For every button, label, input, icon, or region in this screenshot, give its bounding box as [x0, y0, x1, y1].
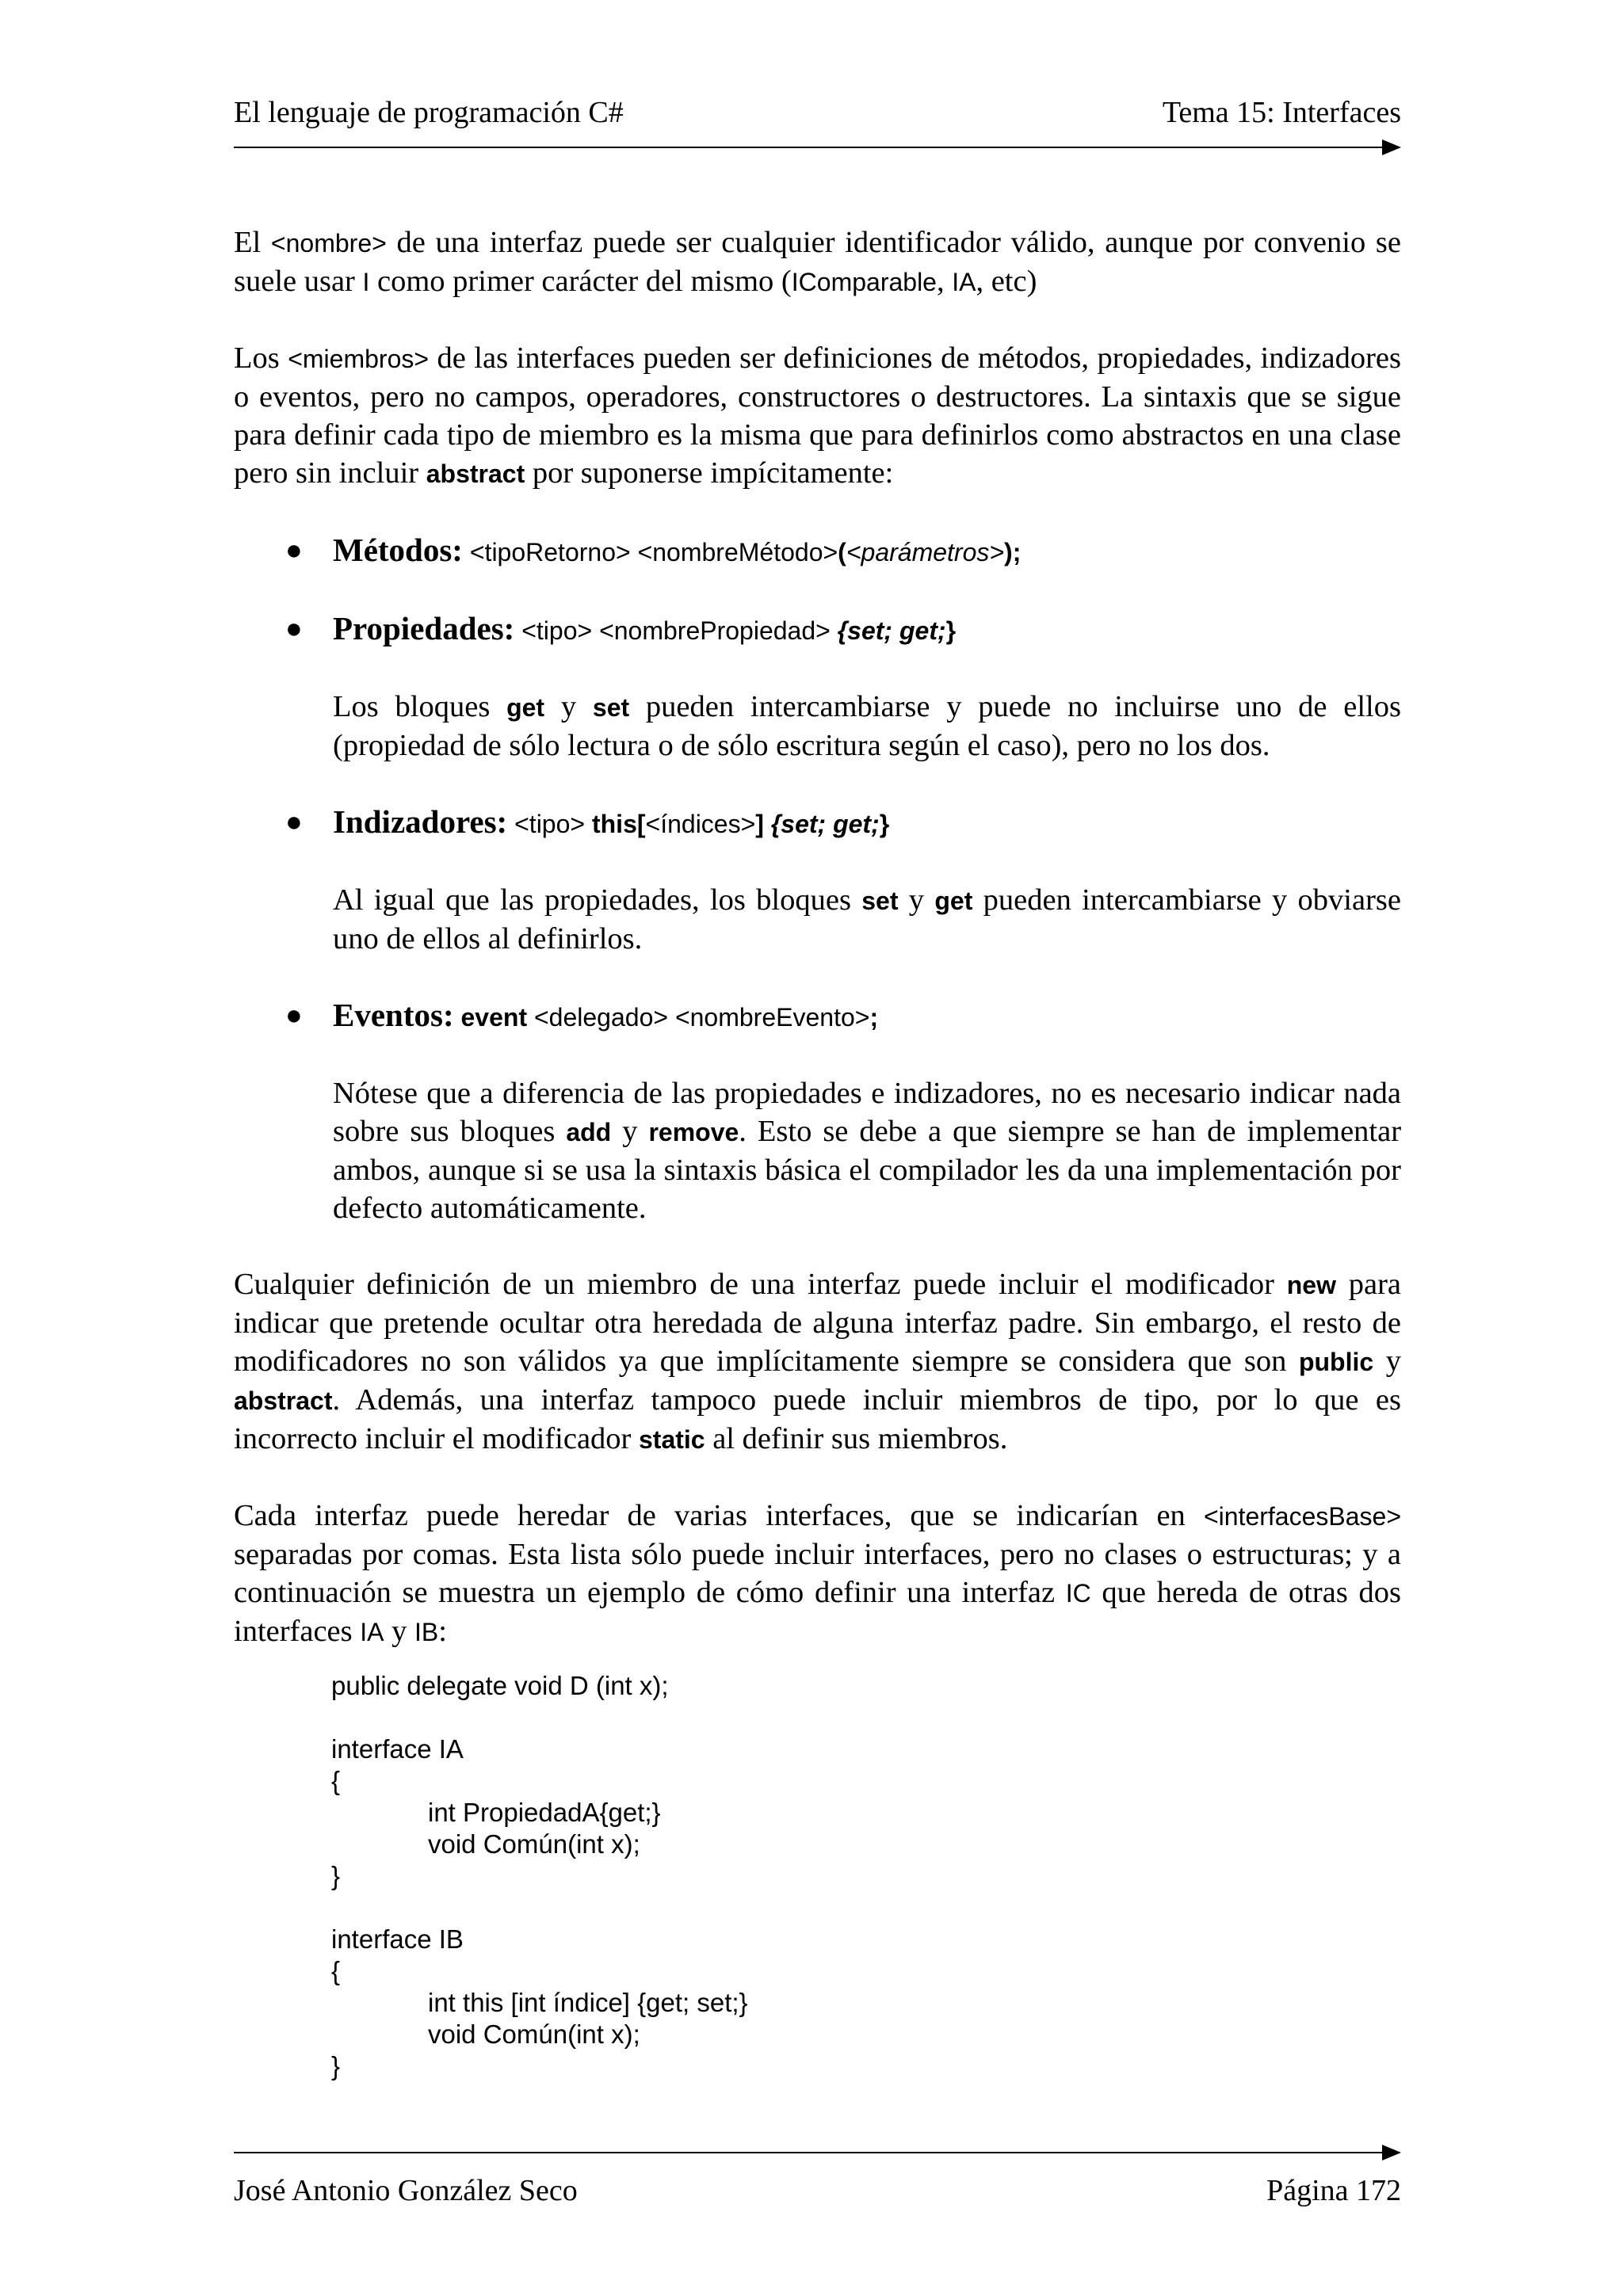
code-line: {	[331, 1956, 341, 1985]
bullet-propiedades: ● Propiedades: <tipo> <nombrePropiedad> {set; get;}	[285, 610, 957, 646]
paragraph-herencia: Cada interfaz puede heredar de varias interfaces, que se indicarían en <interfacesBase> separadas por comas. Esta lista sólo puede incluir interfaces, pero no clases o estructuras; y a continuación se muestra un ejemplo de cómo definir una interfaz IC que hereda de otras dos interfaces IA y IB:	[234, 1499, 1401, 1648]
propiedades-note: Los bloques get y set pueden intercambiarse y puede no incluirse uno de ellos (propiedad de sólo lectura o de sólo escritura según el caso), pero no los dos.	[333, 690, 1401, 762]
code-line: int PropiedadA{get;}	[428, 1798, 661, 1827]
footer-author: José Antonio González Seco	[234, 2174, 578, 2207]
code-line: interface IA	[331, 1734, 464, 1764]
paragraph-miembros: Los <miembros> de las interfaces pueden ser definiciones de métodos, propiedades, indizadores o eventos, pero no campos, operadores, constructores o destructores. La sintaxis que se sigue para definir cada tipo de miembro es la misma que para definirlos como abstractos en una clase pero sin incluir abstract por suponerse impícitamente:	[234, 341, 1401, 490]
paragraph-nombre: El <nombre> de una interfaz puede ser cualquier identificador válido, aunque por convenio se suele usar I como primer carácter del mismo (IComparable, IA, etc)	[234, 226, 1401, 298]
code-line: int this [int índice] {get; set;}	[428, 1988, 748, 2017]
code-line: void Común(int x);	[428, 1829, 640, 1859]
page-header	[234, 95, 1401, 143]
eventos-note: Nótese que a diferencia de las propiedades e indizadores, no es necesario indicar nada sobre sus bloques add y remove. Esto se debe a que siempre se han de implementar ambos, aunque si se usa la sintaxis básica el compilador les da una implementación por defecto automáticamente.	[333, 1077, 1402, 1225]
code-line: }	[331, 2051, 341, 2081]
code-line: void Común(int x);	[428, 2019, 640, 2049]
paragraph-modificadores: Cualquier definición de un miembro de una interfaz puede incluir el modificador new para indicar que pretende ocultar otra heredada de alguna interfaz padre. Sin embargo, el resto de modificadores no son válidos ya que implícitamente siempre se considera que son public y abstract. Además, una interfaz tampoco puede incluir miembros de tipo, por lo que es incorrecto incluir el modificador static al definir sus miembros.	[234, 1268, 1401, 1455]
bullet-icon: ●	[285, 806, 303, 837]
code-line	[331, 1702, 748, 1733]
code-example	[331, 1670, 748, 2082]
page-body	[234, 223, 1401, 1651]
bullet-icon: ●	[285, 999, 303, 1031]
bullet-indizadores: ● Indizadores: <tipo> this[<índices>] {set; get;}	[285, 803, 890, 840]
arrow-head-icon	[1382, 2145, 1401, 2161]
indizadores-note: Al igual que las propiedades, los bloques set y get pueden intercambiarse y obviarse uno de ellos al definirlos.	[333, 883, 1401, 955]
arrow-head-icon	[1382, 139, 1401, 155]
header-book-title: El lenguaje de programación C#	[234, 96, 624, 129]
header-chapter-title: Tema 15: Interfaces	[1162, 96, 1401, 129]
footer-arrow-rule	[234, 2145, 1401, 2161]
header-arrow-rule	[234, 139, 1401, 155]
code-line	[331, 1892, 748, 1924]
code-line: public delegate void D (int x);	[331, 1671, 669, 1700]
code-line: }	[331, 1861, 341, 1890]
code-line: {	[331, 1766, 341, 1795]
bullet-icon: ●	[285, 612, 303, 644]
page-footer	[234, 2173, 1401, 2221]
footer-page-number: Página 172	[1266, 2174, 1401, 2207]
bullet-metodos: ● Métodos: <tipoRetorno> <nombreMétodo>(<parámetros>);	[285, 532, 1022, 568]
code-line: interface IB	[331, 1924, 464, 1954]
bullet-eventos: ● Eventos: event <delegado> <nombreEvento>;	[285, 997, 879, 1033]
bullet-icon: ●	[285, 534, 303, 566]
